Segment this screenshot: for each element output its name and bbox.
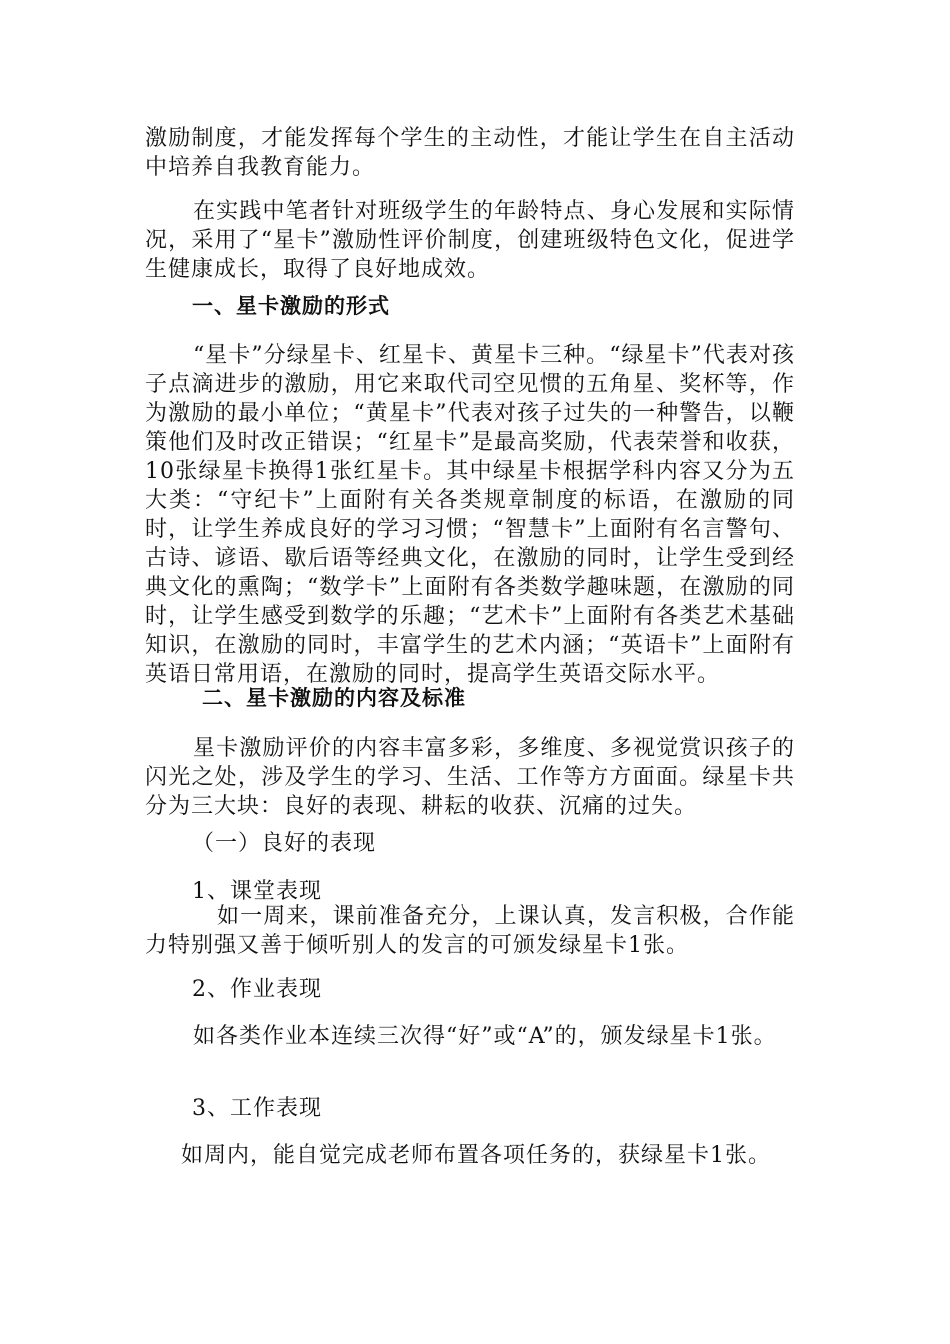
paragraph-card-forms: “星卡”分绿星卡、红星卡、黄星卡三种。“绿星卡”代表对孩子点滴进步的激励，用它来取代司空见惯的五角星、奖杯等，作为激励的最小单位；“黄星卡”代表对孩子过失的一种警告，以鞭策他们及时改正错误；“红星卡”是最高奖励，代表荣誉和收获，10张绿星卡换得1张红星卡。其中绿星卡根据学科内容又分为五大类：“守纪卡”上面附有关各类规章制度的标语，在激励的同时，让学生养成良好的学习习惯；“智慧卡”上面附有名言警句、古诗、谚语、歇后语等经典文化，在激励的同时，让学生受到经典文化的熏陶；“数学卡”上面附有各类数学趣味题，在激励的同时，让学生感受到数学的乐趣；“艺术卡”上面附有各类艺术基础知识，在激励的同时，丰富学生的艺术内涵；“英语卡”上面附有英语日常用语，在激励的同时，提高学生英语交际水平。 bbox=[145, 343, 795, 687]
paragraph-work: 如周内，能自觉完成老师布置各项任务的，获绿星卡1张。 bbox=[181, 1143, 771, 1168]
subsection-heading-good-performance: （一）良好的表现 bbox=[192, 831, 377, 856]
item-heading-homework: 2、作业表现 bbox=[192, 977, 322, 1002]
paragraph-content-standard: 星卡激励评价的内容丰富多彩，多维度、多视觉赏识孩子的闪光之处，涉及学生的学习、生活、工作等方方面面。绿星卡共分为三大块：良好的表现、耕耘的收获、沉痛的过失。 bbox=[145, 736, 795, 819]
item-heading-work: 3、工作表现 bbox=[192, 1096, 322, 1121]
paragraph-intro-continued: 激励制度，才能发挥每个学生的主动性，才能让学生在自主活动中培养自我教育能力。 bbox=[145, 126, 795, 180]
section-heading-2: 二、星卡激励的内容及标准 bbox=[202, 686, 466, 710]
paragraph-intro: 在实践中笔者针对班级学生的年龄特点、身心发展和实际情况，采用了“星卡”激励性评价制度，创建班级特色文化，促进学生健康成长，取得了良好地成效。 bbox=[145, 199, 795, 282]
item-heading-classroom: 1、课堂表现 bbox=[192, 879, 322, 904]
paragraph-classroom: 如一周来，课前准备充分，上课认真，发言积极，合作能力特别强又善于倾听别人的发言的可颁发绿星卡1张。 bbox=[145, 904, 795, 958]
paragraph-homework: 如各类作业本连续三次得“好”或“A”的，颁发绿星卡1张。 bbox=[193, 1024, 777, 1049]
section-heading-1: 一、星卡激励的形式 bbox=[192, 294, 390, 318]
